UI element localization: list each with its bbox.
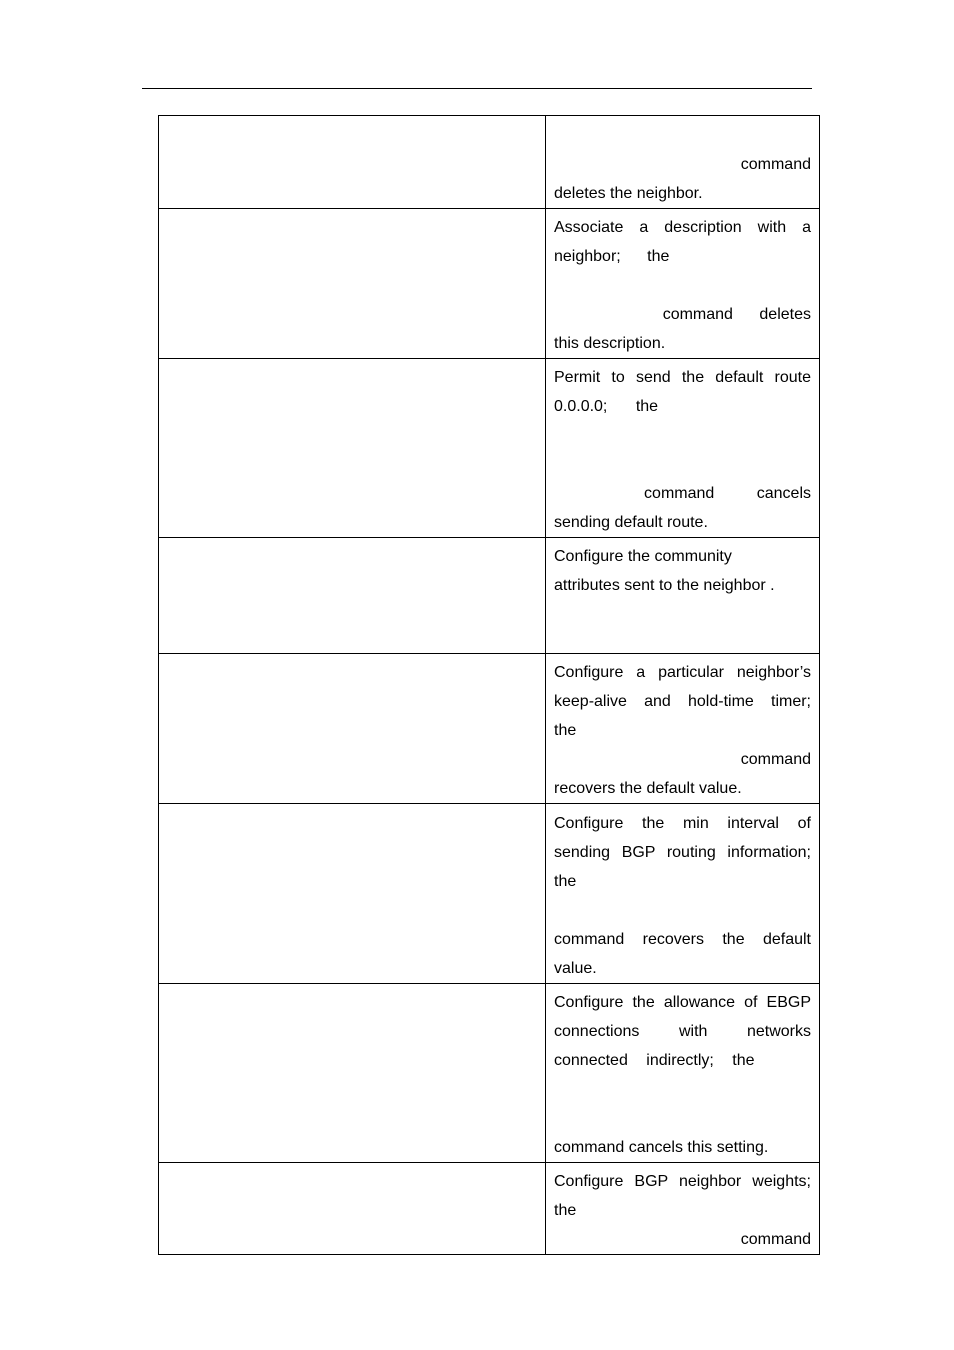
description-cell	[546, 654, 820, 804]
description-line: Configure the min interval of	[554, 815, 811, 832]
description-line	[554, 1104, 811, 1133]
description-line: command cancels	[644, 485, 811, 502]
description-line	[554, 1075, 811, 1104]
header-rule	[142, 88, 812, 89]
table-row	[159, 538, 820, 654]
description-line: sending BGP routing information;	[554, 844, 811, 861]
description-line	[554, 421, 811, 450]
description-cell	[546, 209, 820, 359]
description-cell	[546, 1163, 820, 1255]
table-row	[159, 654, 820, 804]
description-cell	[546, 804, 820, 984]
description-line: command deletes	[662, 306, 811, 323]
description-line: 0.0.0.0; the	[554, 398, 659, 415]
description-line: neighbor; the	[554, 248, 670, 265]
description-line: Configure a particular neighbor’s	[554, 664, 811, 681]
description-line: keep-alive and hold-time timer;	[554, 693, 811, 710]
command-cell	[159, 984, 546, 1163]
description-line: the	[554, 873, 577, 890]
table-row	[159, 116, 820, 209]
command-cell	[159, 538, 546, 654]
description-line: sending default route.	[554, 514, 708, 531]
description-line: Permit to send the default route	[554, 369, 811, 386]
description-line: value.	[554, 960, 597, 977]
description-line: command	[740, 156, 811, 173]
description-cell	[546, 984, 820, 1163]
description-cell	[546, 538, 820, 654]
description-line: Associate a description with a	[554, 219, 811, 236]
command-cell	[159, 804, 546, 984]
command-table	[158, 115, 820, 1255]
description-line: connected indirectly; the	[554, 1052, 755, 1069]
description-line: this description.	[554, 335, 666, 352]
command-cell	[159, 654, 546, 804]
description-line: Configure BGP neighbor weights;	[554, 1173, 811, 1190]
description-line: command	[740, 1231, 811, 1248]
description-line: Configure the allowance of EBGP	[554, 994, 811, 1011]
command-cell	[159, 116, 546, 209]
table-row	[159, 209, 820, 359]
description-line: deletes the neighbor.	[554, 185, 703, 202]
description-line: attributes sent to the neighbor .	[554, 577, 775, 594]
command-cell	[159, 359, 546, 538]
description-line	[554, 271, 811, 300]
table-row	[159, 804, 820, 984]
description-line: command recovers the default	[554, 931, 811, 948]
description-line	[554, 896, 811, 925]
description-cell	[546, 359, 820, 538]
table-row	[159, 359, 820, 538]
command-cell	[159, 1163, 546, 1255]
description-line: Configure the community	[554, 548, 732, 565]
description-line	[554, 450, 811, 479]
description-line: recovers the default value.	[554, 780, 742, 797]
description-line: connections with networks	[554, 1023, 811, 1040]
command-cell	[159, 209, 546, 359]
description-line: the	[554, 722, 577, 739]
description-line: command cancels this setting.	[554, 1139, 769, 1156]
table-row	[159, 984, 820, 1163]
table-row	[159, 1163, 820, 1255]
description-line: the	[554, 1202, 577, 1219]
description-line: command	[740, 751, 811, 768]
description-cell	[546, 116, 820, 209]
